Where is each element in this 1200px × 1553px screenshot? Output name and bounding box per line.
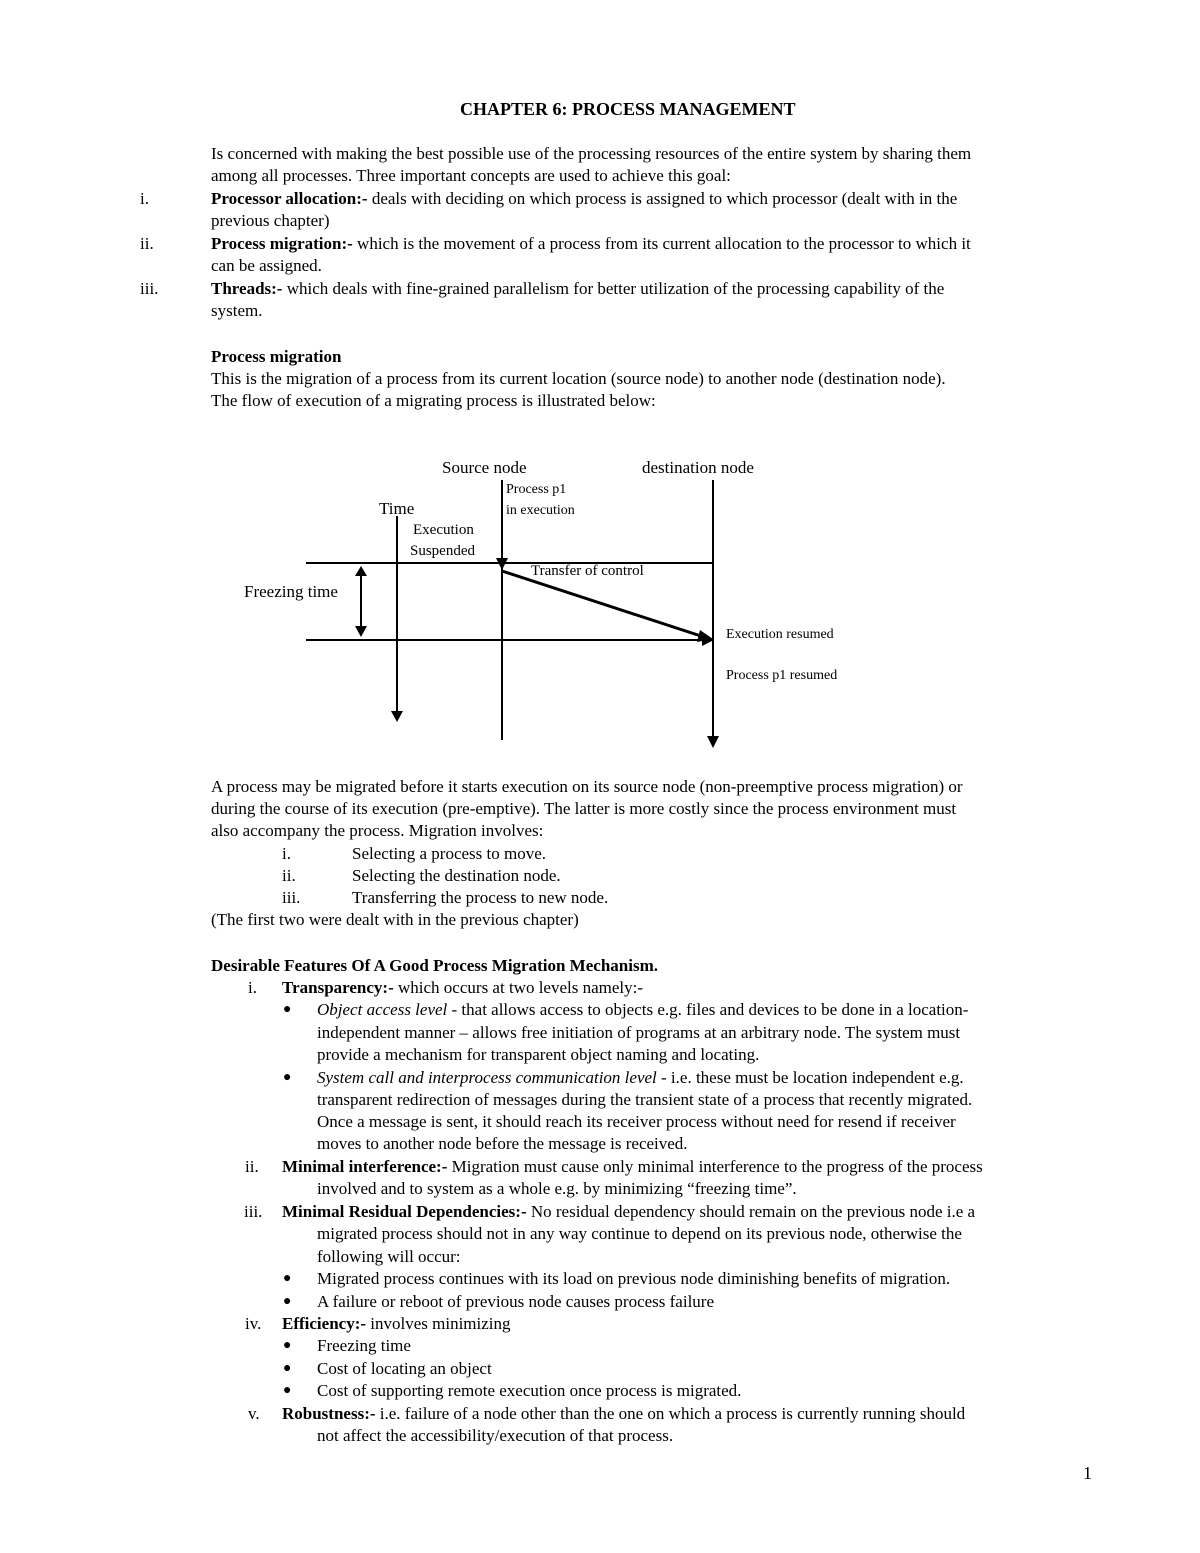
step-numeral: iii. bbox=[282, 888, 301, 907]
bullet-text: - that allows access to objects e.g. files and devices to be done in a location- bbox=[447, 1000, 969, 1019]
residual-bullet-2: A failure or reboot of previous node causes process failure bbox=[317, 1292, 715, 1311]
concept-text-cont: can be assigned. bbox=[211, 256, 322, 275]
bullet-icon: ● bbox=[283, 1294, 292, 1309]
time-arrow-icon bbox=[391, 711, 403, 722]
concept-text-cont: system. bbox=[211, 301, 263, 320]
feature-term: Minimal Residual Dependencies:- bbox=[282, 1202, 527, 1221]
concept-text: which deals with fine-grained parallelism for better utilization of the processing capability of the bbox=[282, 279, 945, 298]
feature-term: Robustness:- bbox=[282, 1404, 376, 1423]
transfer-control-line bbox=[502, 571, 704, 637]
transfer-control-label: Transfer of control bbox=[531, 563, 644, 579]
feature-term: Efficiency:- bbox=[282, 1314, 367, 1333]
efficiency-bullet-1: Freezing time bbox=[317, 1336, 411, 1355]
freezing-down-arrow-icon bbox=[355, 626, 367, 637]
transparency-bullet-2 bbox=[317, 1067, 964, 1089]
intro-line-1: Is concerned with making the best possible use of the processing resources of the entire system by sharing them bbox=[211, 144, 972, 163]
in-execution-label: in execution bbox=[506, 503, 575, 518]
time-label: Time bbox=[379, 499, 415, 518]
feature-text: i.e. failure of a node other than the one on which a process is currently running should bbox=[375, 1404, 966, 1423]
migration-heading: Process migration bbox=[211, 347, 342, 366]
feature-interference bbox=[282, 1156, 983, 1178]
migration-line-2: The flow of execution of a migrating process is illustrated below: bbox=[211, 391, 656, 410]
bullet-text-cont: provide a mechanism for transparent object naming and locating. bbox=[317, 1045, 760, 1064]
destination-arrow-icon bbox=[707, 736, 719, 748]
bullet-icon: ● bbox=[283, 1383, 292, 1398]
suspended-label: Suspended bbox=[410, 543, 475, 559]
concept-text-cont: previous chapter) bbox=[211, 211, 330, 230]
feature-numeral: iv. bbox=[245, 1314, 262, 1333]
bullet-icon: ● bbox=[283, 1271, 292, 1286]
freezing-up-arrow-icon bbox=[355, 566, 367, 576]
para2-line-3: also accompany the process. Migration involves: bbox=[211, 821, 544, 840]
feature-text: Migration must cause only minimal interference to the progress of the process bbox=[447, 1157, 983, 1176]
concept-term: Process migration:- bbox=[211, 234, 353, 253]
freezing-time-label: Freezing time bbox=[244, 582, 338, 601]
concept-term: Processor allocation:- bbox=[211, 189, 368, 208]
concept-text: deals with deciding on which process is assigned to which processor (dealt with in the bbox=[367, 189, 958, 208]
step-text: Selecting a process to move. bbox=[352, 844, 547, 863]
feature-numeral: i. bbox=[248, 978, 257, 997]
feature-text-cont: involved and to system as a whole e.g. by minimizing “freezing time”. bbox=[317, 1179, 797, 1198]
chapter-title: CHAPTER 6: PROCESS MANAGEMENT bbox=[460, 99, 796, 119]
feature-text-cont: following will occur: bbox=[317, 1247, 461, 1266]
bullet-icon: ● bbox=[283, 1338, 292, 1353]
step-numeral: ii. bbox=[282, 866, 296, 885]
bullet-italic-term: System call and interprocess communication level bbox=[317, 1068, 657, 1087]
concept-numeral: ii. bbox=[140, 234, 154, 253]
step-numeral: i. bbox=[282, 844, 291, 863]
para2-note: (The first two were dealt with in the previous chapter) bbox=[211, 910, 579, 929]
process-p1-label: Process p1 bbox=[506, 482, 567, 497]
concept-numeral: i. bbox=[140, 189, 149, 208]
feature-text-cont: not affect the accessibility/execution of that process. bbox=[317, 1426, 674, 1445]
feature-efficiency bbox=[282, 1313, 511, 1335]
execution-label: Execution bbox=[413, 522, 474, 538]
features-heading: Desirable Features Of A Good Process Migration Mechanism. bbox=[211, 956, 658, 975]
bullet-icon: ● bbox=[283, 1070, 292, 1085]
feature-text: involves minimizing bbox=[366, 1314, 511, 1333]
process-resumed-label: Process p1 resumed bbox=[726, 668, 838, 683]
step-text: Transferring the process to new node. bbox=[352, 888, 609, 907]
bullet-icon: ● bbox=[283, 1002, 292, 1017]
step-text: Selecting the destination node. bbox=[352, 866, 561, 885]
migration-line-1: This is the migration of a process from its current location (source node) to another node (destination node). bbox=[211, 369, 946, 388]
concept-numeral: iii. bbox=[140, 279, 159, 298]
transparency-bullet-1 bbox=[317, 999, 968, 1021]
feature-transparency bbox=[282, 977, 643, 999]
feature-residual bbox=[282, 1201, 975, 1223]
concept-term: Threads:- bbox=[211, 279, 283, 298]
para2-line-2: during the course of its execution (pre-emptive). The latter is more costly since the process environment must bbox=[211, 799, 957, 818]
bullet-text-cont: independent manner – allows free initiation of programs at an arbitrary node. The system must bbox=[317, 1023, 961, 1042]
bullet-text: - i.e. these must be location independent e.g. bbox=[656, 1068, 964, 1087]
feature-term: Transparency:- bbox=[282, 978, 394, 997]
feature-robustness bbox=[282, 1403, 965, 1425]
intro-line-2: among all processes. Three important concepts are used to achieve this goal: bbox=[211, 166, 731, 185]
efficiency-bullet-2: Cost of locating an object bbox=[317, 1359, 492, 1378]
feature-numeral: ii. bbox=[245, 1157, 259, 1176]
efficiency-bullet-3: Cost of supporting remote execution once process is migrated. bbox=[317, 1381, 742, 1400]
para2-line-1: A process may be migrated before it starts execution on its source node (non-preemptive process migration) or bbox=[211, 777, 963, 796]
feature-numeral: v. bbox=[248, 1404, 260, 1423]
bullet-italic-term: Object access level bbox=[317, 1000, 448, 1019]
destination-node-label: destination node bbox=[642, 458, 754, 477]
concept-text: which is the movement of a process from its current allocation to the processor to which it bbox=[352, 234, 971, 253]
feature-numeral: iii. bbox=[244, 1202, 263, 1221]
feature-text-cont: migrated process should not in any way continue to depend on its previous node, otherwise the bbox=[317, 1224, 962, 1243]
bullet-text-cont: transparent redirection of messages during the transient state of a process that recently migrated. bbox=[317, 1090, 973, 1109]
feature-term: Minimal interference:- bbox=[282, 1157, 448, 1176]
feature-text: No residual dependency should remain on the previous node i.e a bbox=[526, 1202, 976, 1221]
feature-text: which occurs at two levels namely:- bbox=[393, 978, 644, 997]
bullet-text-cont: Once a message is sent, it should reach its receiver process without need for resend if receiver bbox=[317, 1112, 956, 1131]
residual-bullet-1: Migrated process continues with its load on previous node diminishing benefits of migration. bbox=[317, 1269, 951, 1288]
execution-resumed-label: Execution resumed bbox=[726, 627, 834, 642]
source-node-label: Source node bbox=[442, 458, 527, 477]
bullet-text-cont: moves to another node before the message is received. bbox=[317, 1134, 688, 1153]
bullet-icon: ● bbox=[283, 1361, 292, 1376]
page-number: 1 bbox=[1083, 1463, 1092, 1483]
